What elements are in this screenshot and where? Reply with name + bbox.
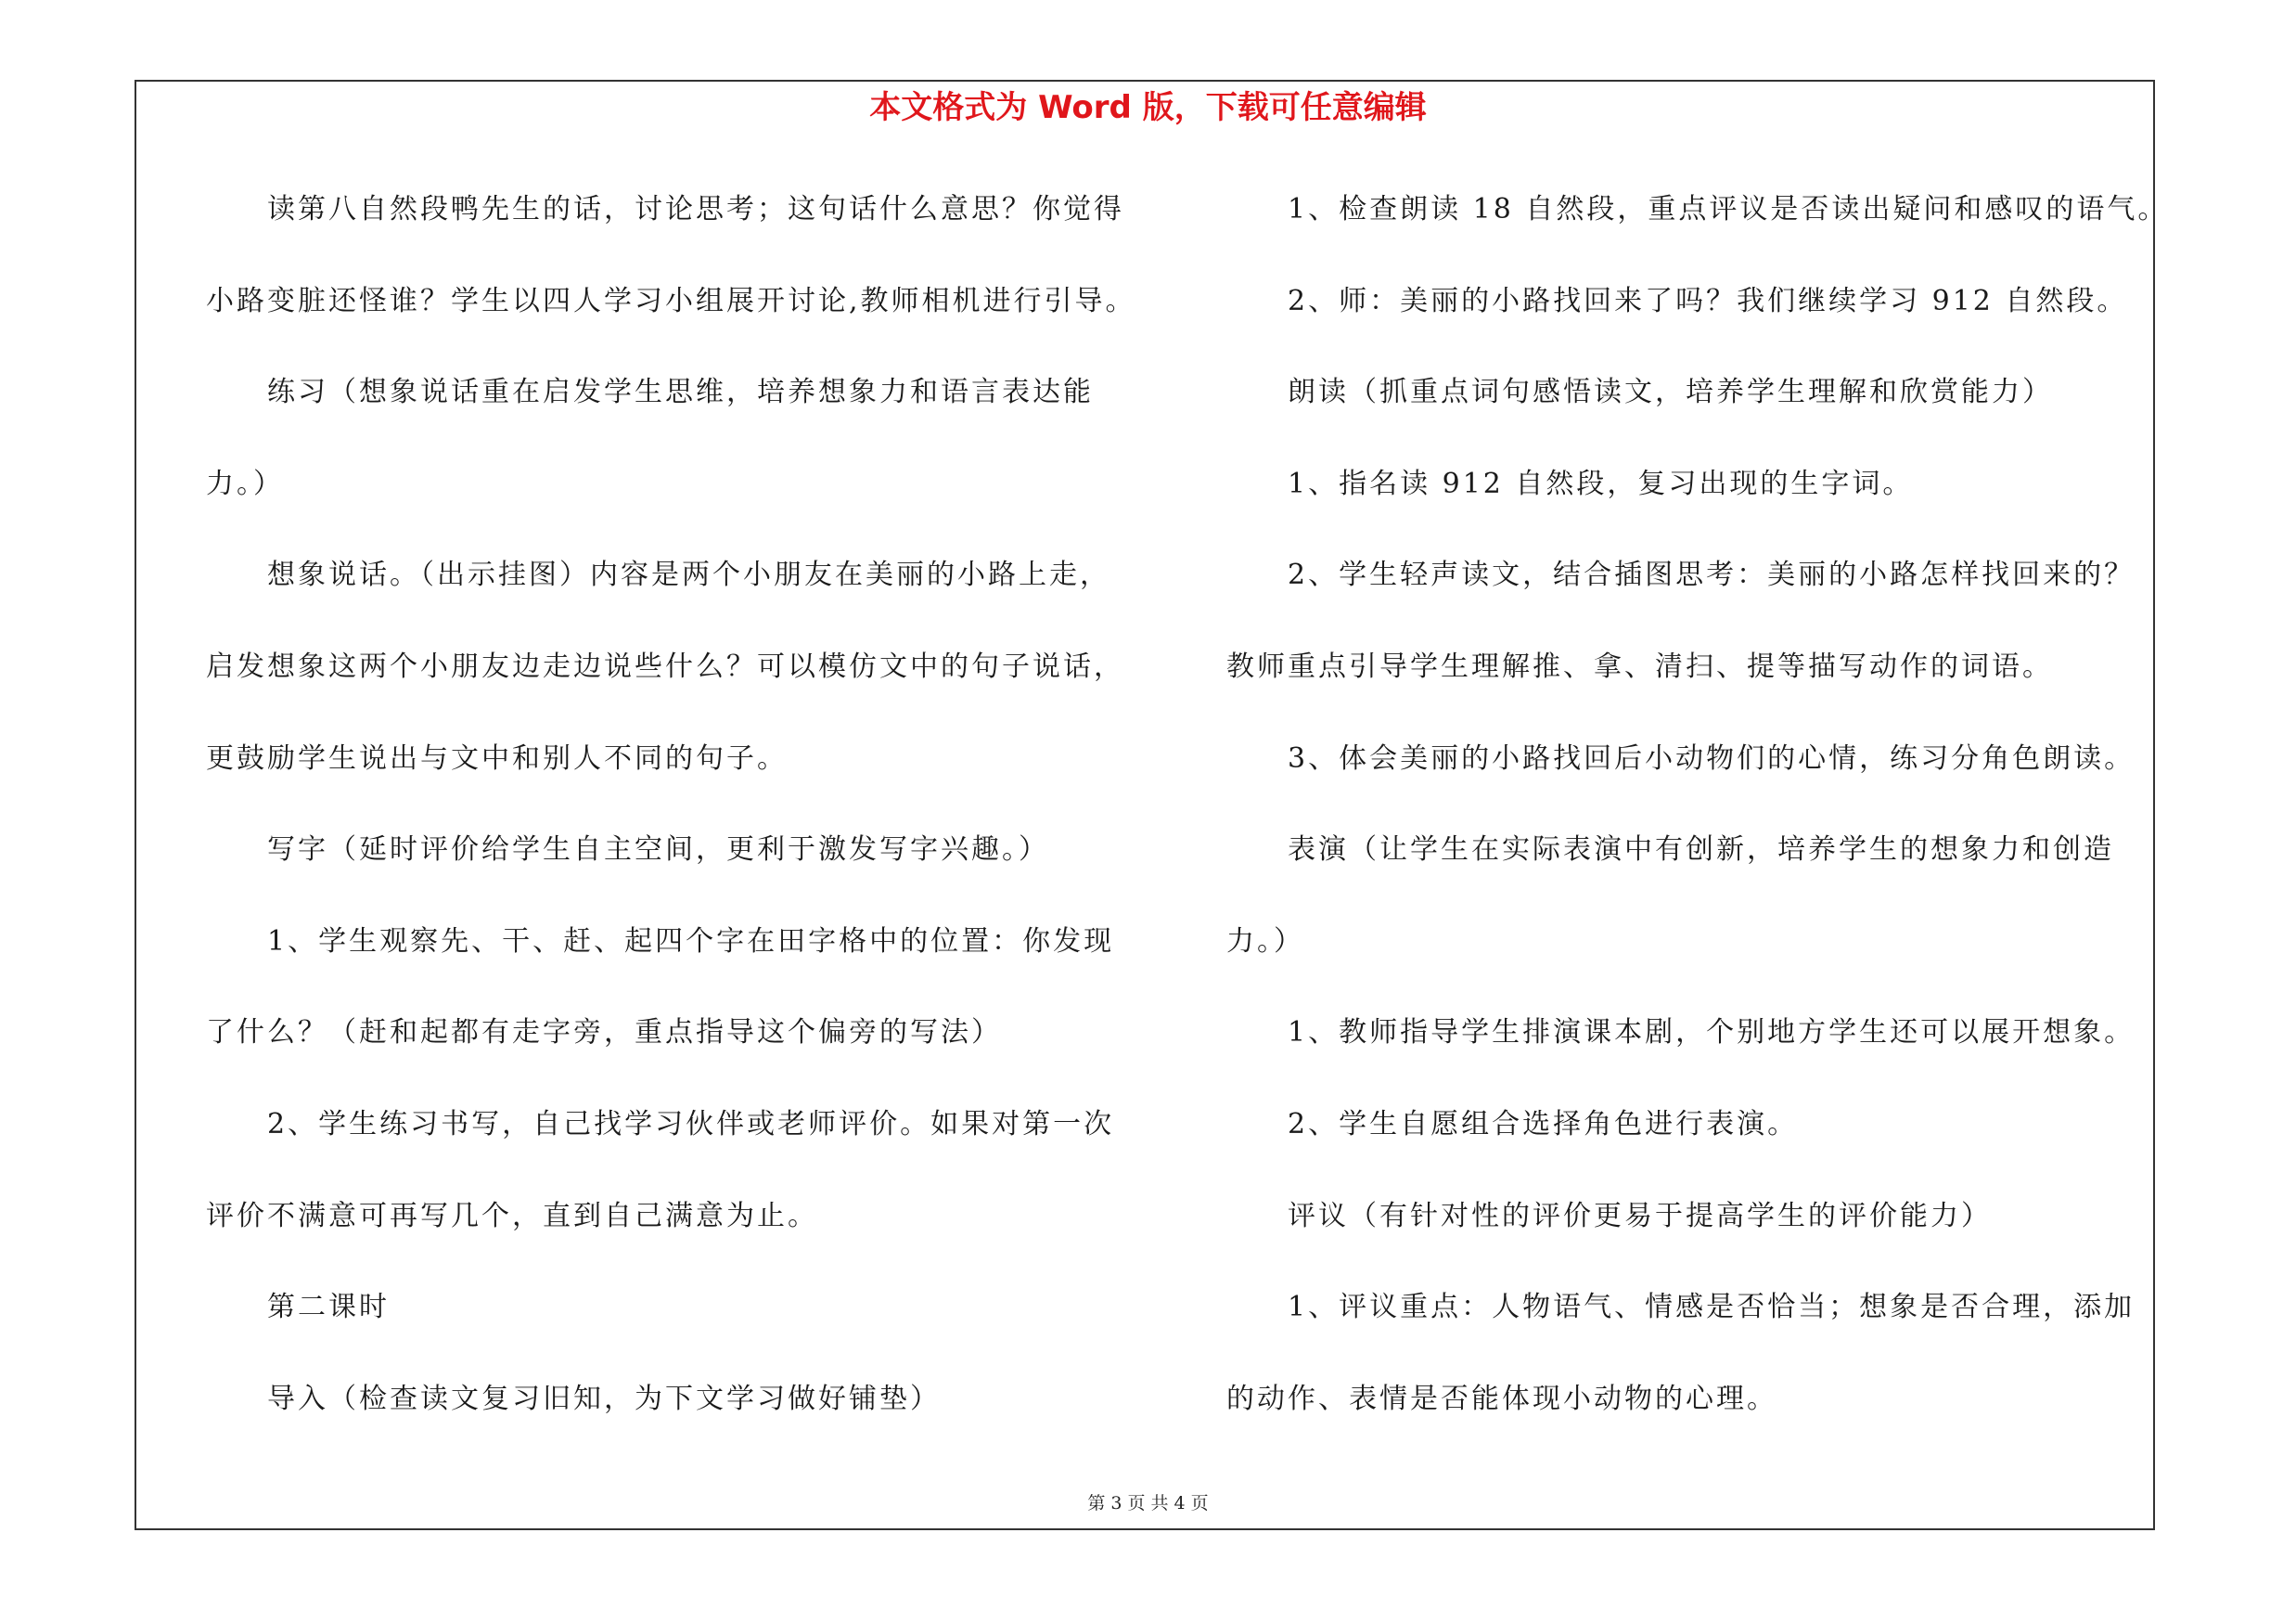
text-line: 2、学生自愿组合选择角色进行表演。 [1288,1108,1799,1140]
text-line: 教师重点引导学生理解推、拿、清扫、提等描写动作的词语。 [1226,650,2053,683]
text-line: 2、学生轻声读文，结合插图思考：美丽的小路怎样找回来的？ [1288,559,2136,592]
text-line: 的动作、表情是否能体现小动物的心理。 [1226,1382,1777,1415]
page-number-footer: 第 3 页 共 4 页 [1087,1493,1209,1514]
text-line: 1、评议重点：人物语气、情感是否恰当；想象是否合理，添加 [1288,1291,2136,1324]
text-line: 评价不满意可再写几个，直到自己满意为止。 [206,1199,818,1232]
text-line: 2、师：美丽的小路找回来了吗？我们继续学习 912 自然段。 [1288,284,2128,317]
text-line: 朗读（抓重点词句感悟读文，培养学生理解和欣赏能力） [1288,376,2053,409]
text-line: 1、检查朗读 18 自然段，重点评议是否读出疑问和感叹的语气。 [1288,193,2169,225]
text-line: 了什么？（赶和起都有走字旁，重点指导这个偏旁的写法） [206,1016,1002,1050]
format-banner: 本文格式为 Word 版，下载可任意编辑 [869,89,1427,126]
text-line: 力。） [206,467,284,500]
text-line: 读第八自然段鸭先生的话，讨论思考；这句话什么意思？你觉得 [267,193,1124,225]
text-line: 启发想象这两个小朋友边走边说些什么？可以模仿文中的句子说话， [206,650,1124,683]
text-line: 1、教师指导学生排演课本剧，个别地方学生还可以展开想象。 [1288,1016,2136,1050]
text-line: 第二课时 [267,1291,390,1324]
text-line: 更鼓励学生说出与文中和别人不同的句子。 [206,741,788,775]
text-line: 1、学生观察先、干、赶、起四个字在田字格中的位置：你发现 [267,924,1115,958]
text-line: 1、指名读 912 自然段，复习出现的生字词。 [1288,467,1914,500]
text-line: 练习（想象说话重在启发学生思维，培养想象力和语言表达能 [267,376,1094,409]
text-line: 评议（有针对性的评价更易于提高学生的评价能力） [1288,1199,1992,1232]
text-line: 3、体会美丽的小路找回后小动物们的心情，练习分角色朗读。 [1288,741,2136,775]
text-line: 小路变脏还怪谁？学生以四人学习小组展开讨论,教师相机进行引导。 [206,284,1136,317]
text-line: 写字（延时评价给学生自主空间，更利于激发写字兴趣。） [267,833,1049,867]
text-line: 导入（检查读文复习旧知，为下文学习做好铺垫） [267,1382,941,1415]
text-line: 想象说话。（出示挂图）内容是两个小朋友在美丽的小路上走， [267,559,1110,592]
text-line: 2、学生练习书写，自己找学习伙伴或老师评价。如果对第一次 [267,1108,1115,1140]
text-line: 表演（让学生在实际表演中有创新，培养学生的想象力和创造 [1288,833,2114,867]
text-line: 力。） [1226,924,1304,958]
